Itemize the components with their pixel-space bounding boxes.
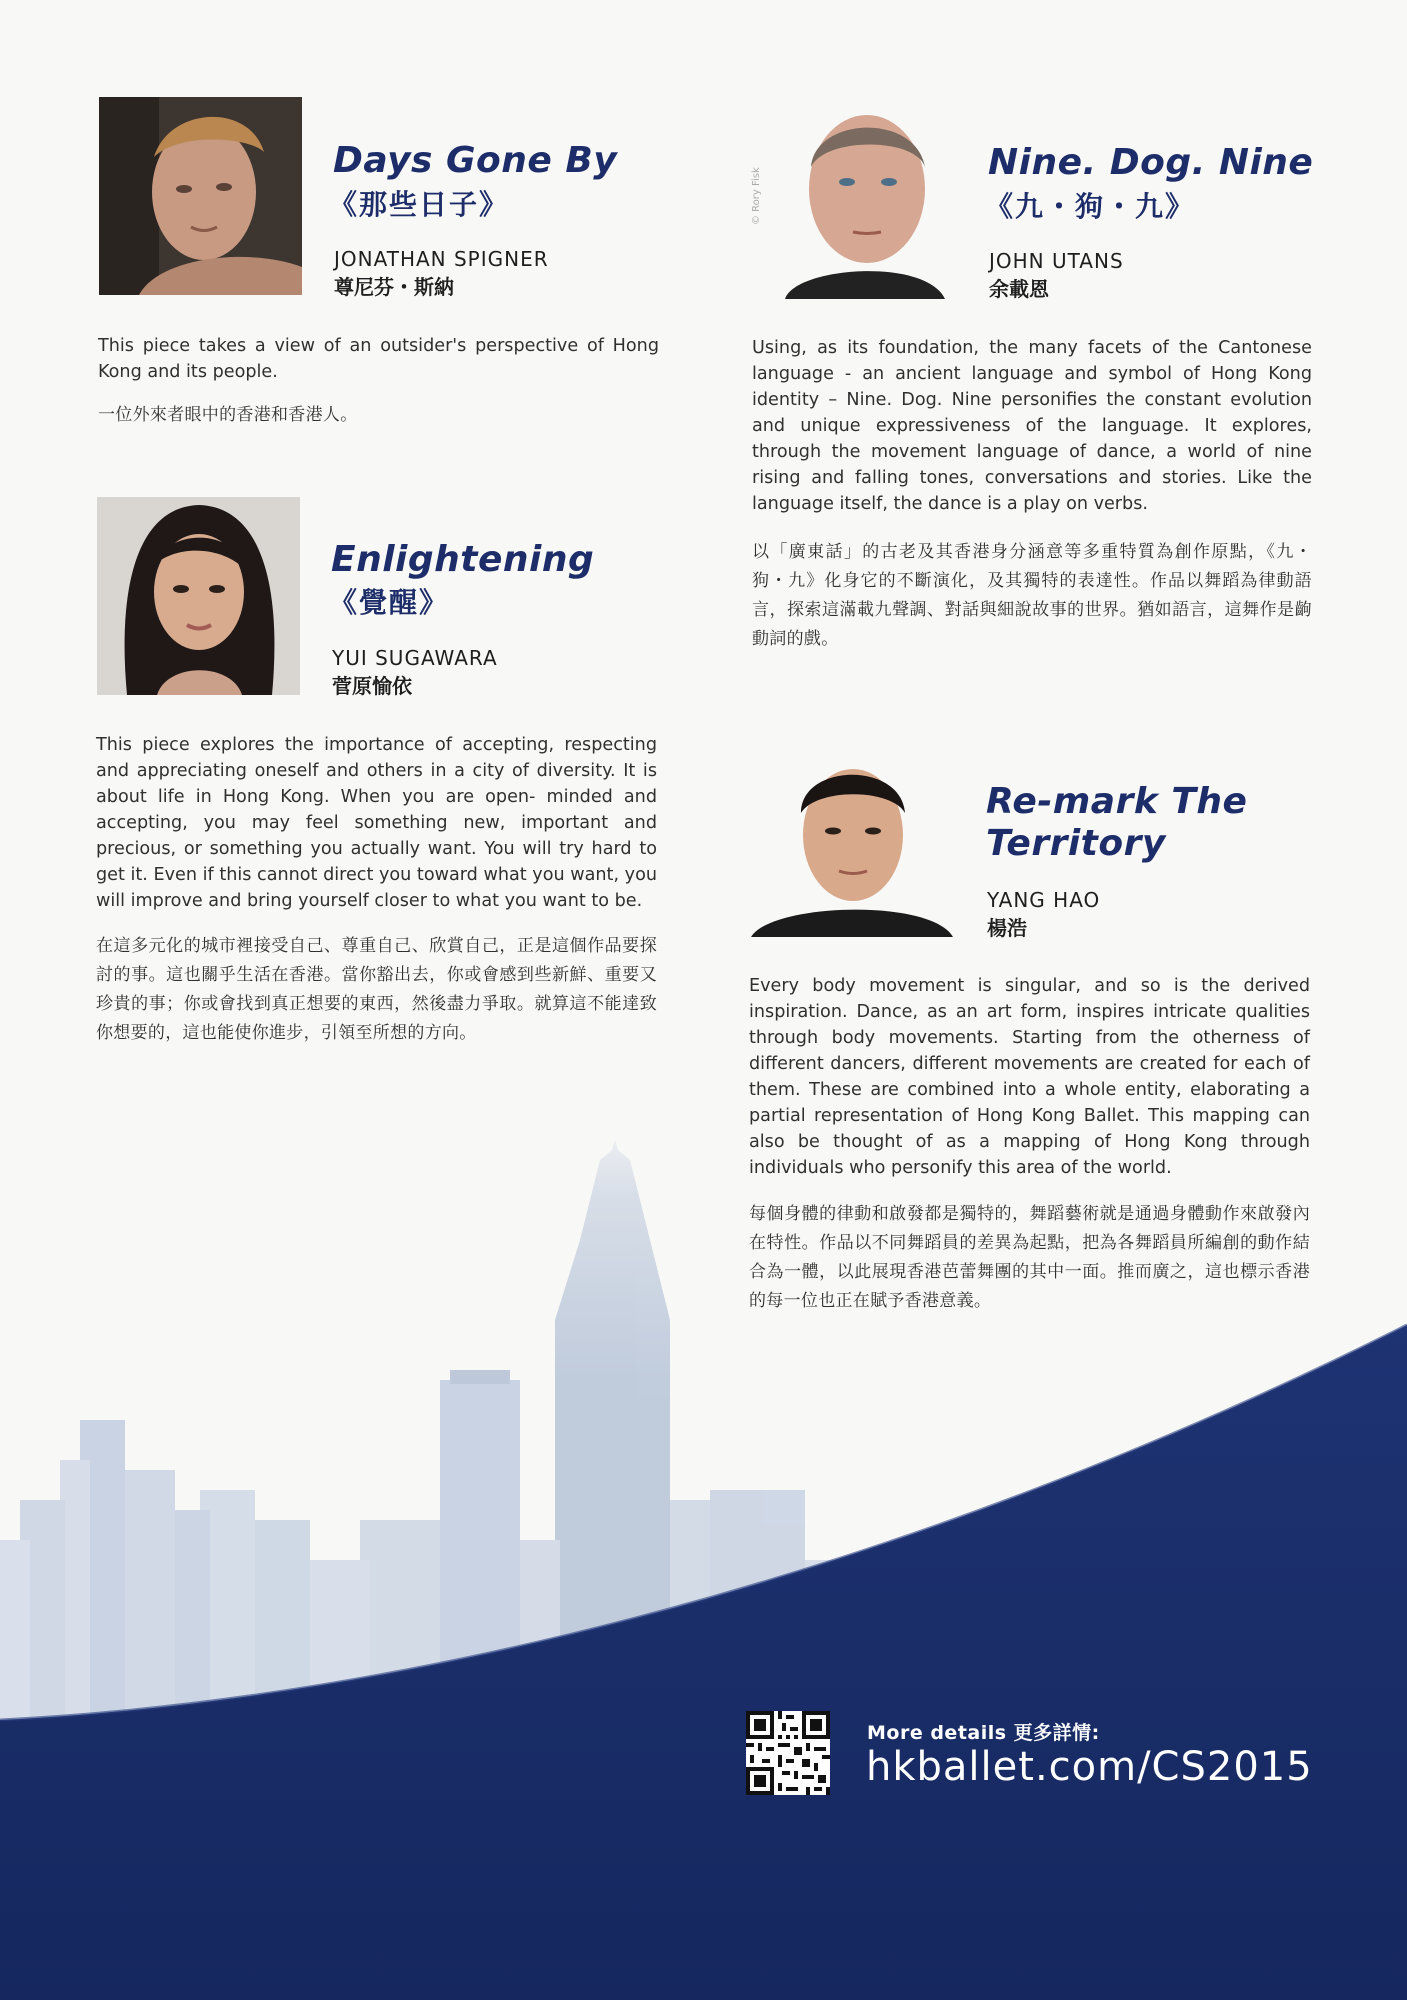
jonathan-spigner-photo (99, 97, 302, 295)
piece-description: This piece takes a view of an outsider's perspective of Hong Kong and its people. (98, 336, 659, 382)
piece-title-zh-enlightening: 《覺醒》 (329, 586, 450, 619)
photo-credit: © Rory Fisk (751, 167, 762, 225)
qr-code[interactable] (746, 1711, 830, 1795)
piece-description-zh: 每個身體的律動和啟發都是獨特的，舞蹈藝術就是通過身體動作來啟發內在特性。作品以不同舞蹈員的差異為起點，把為各舞蹈員所編創的動作結合為一體，以此展現香港芭蕾舞團的其中一面。推而廣之，這也標示香港的每一位也正在賦予香港意義。 (749, 1204, 1310, 1311)
piece-title-enlightening: Enlightening (331, 539, 595, 580)
piece-title-days-gone-by: Days Gone By (333, 140, 618, 181)
john-utans-photo (775, 97, 953, 299)
yui-sugawara-photo (97, 497, 300, 695)
choreographer-name-zh: 余載恩 (989, 277, 1049, 301)
choreographer-name-zh: 尊尼芬・斯納 (334, 275, 454, 299)
piece-title-zh-nine-dog-nine: 《九・狗・九》 (985, 190, 1196, 223)
choreographer-name: YUI SUGAWARA (332, 646, 498, 670)
piece-description: Using, as its foundation, the many facets of the Cantonese language - an ancient language and symbol of Hong Kong identity – Nine. Dog. Nine personifies the constant evolution and unique expressiveness of the language. It explores, through the movement language of dance, a world of nine rising and falling tones, conversations and stories. Like the language itself, the dance is a play on verbs. (752, 338, 1312, 514)
website-link[interactable]: hkballet.com/CS2015 (866, 1744, 1313, 1790)
title-line-2: Territory (986, 823, 1166, 864)
choreographer-name-zh: 楊浩 (987, 916, 1027, 940)
yang-hao-photo (751, 743, 953, 937)
piece-title-remark-the-territory (986, 781, 1247, 865)
choreographer-name-zh: 菅原愉依 (332, 674, 412, 698)
piece-description-zh: 一位外來者眼中的香港和香港人。 (98, 405, 358, 425)
title-line-1: Re-mark The (986, 781, 1248, 822)
piece-description-zh: 以「廣東話」的古老及其香港身分涵意等多重特質為創作原點，《九・狗・九》化身它的不斷演化，及其獨特的表達性。作品以舞蹈為律動語言，探索這滿載九聲調、對話與細說故事的世界。猶如語言，這舞作是齣動詞的戲。 (752, 542, 1312, 649)
choreographer-name: YANG HAO (987, 888, 1101, 912)
piece-title-zh-days-gone-by: 《那些日子》 (329, 188, 510, 221)
piece-title-nine-dog-nine: Nine. Dog. Nine (988, 142, 1314, 183)
choreographer-name: JONATHAN SPIGNER (334, 247, 549, 271)
more-details-label: More details 更多詳情: (867, 1722, 1100, 1744)
piece-description: Every body movement is singular, and so is the derived inspiration. Dance, as an art form, inspires intricate qualities through body movements. Starting from the otherness of different dancers, different movements are created for each of them. These are combined into a whole entity, elaborating a partial representation of Hong Kong Ballet. This mapping can also be thought of as a mapping of Hong Kong through individuals who personify this area of the world. (749, 976, 1310, 1178)
choreographer-name: JOHN UTANS (989, 249, 1124, 273)
piece-description-zh: 在這多元化的城市裡接受自己、尊重自己、欣賞自己，正是這個作品要探討的事。這也關乎生活在香港。當你豁出去，你或會感到些新鮮、重要又珍貴的事；你或會找到真正想要的東西，然後盡力爭取。就算這不能達致你想要的，這也能使你進步，引領至所想的方向。 (96, 936, 657, 1043)
piece-description: This piece explores the importance of accepting, respecting and appreciating oneself and others in a city of diversity. It is about life in Hong Kong. When you are open- minded and accepting, you may feel something new, important and precious, or something you actually want. You will try hard to get it. Even if this cannot direct you toward what you want, you will improve and bring yourself closer to what you want to be. (96, 735, 657, 911)
